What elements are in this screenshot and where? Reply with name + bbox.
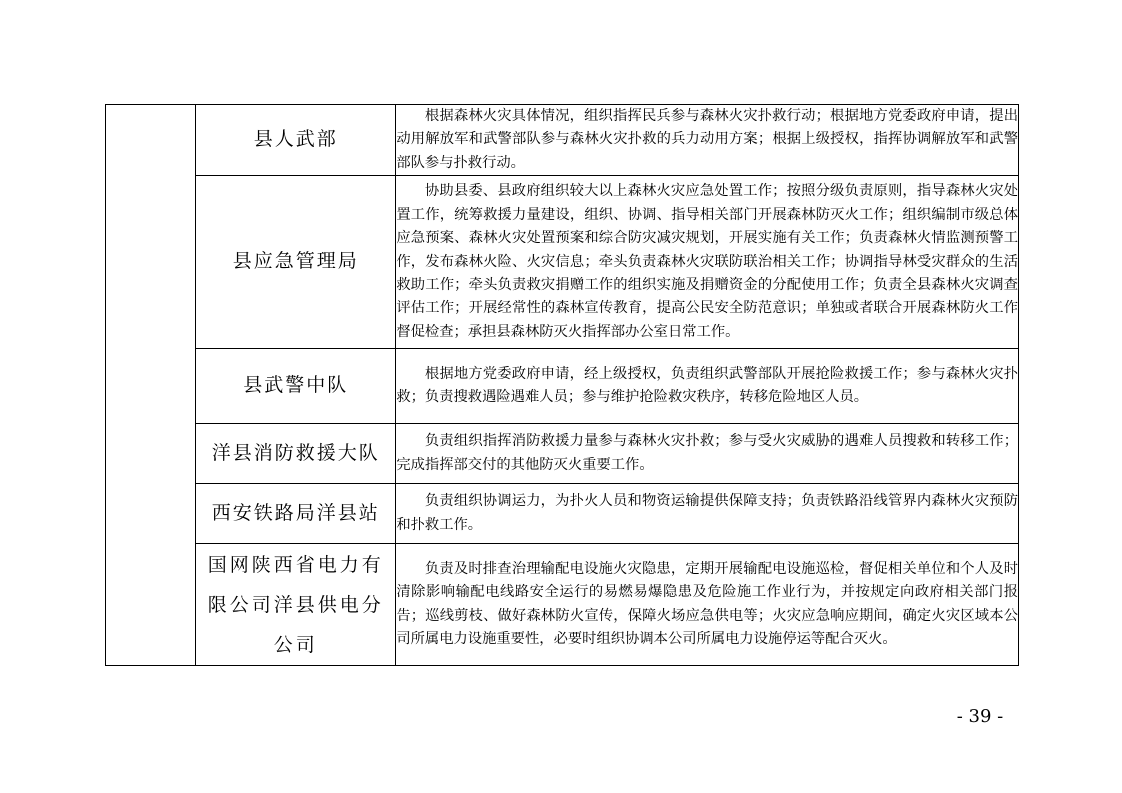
table-row: [106, 349, 1019, 424]
duty-text: 负责组织协调运力，为扑火人员和物资运输提供保障支持；负责铁路沿线管界内森林火灾预防和扑救工作。: [396, 493, 1018, 533]
department-cell: 县应急管理局: [196, 176, 396, 349]
table-row: [106, 424, 1019, 484]
duty-cell: [396, 424, 1019, 484]
department-cell: 国网陕西省电力有限公司洋县供电分公司: [196, 544, 396, 666]
department-cell: 西安铁路局洋县站: [196, 484, 396, 544]
table-row: [106, 176, 1019, 349]
table-row: [106, 484, 1019, 544]
department-cell: 县武警中队: [196, 349, 396, 424]
duty-cell: [396, 105, 1019, 176]
table-row: [106, 544, 1019, 666]
duty-cell: [396, 544, 1019, 666]
table-row: [106, 105, 1019, 176]
duty-table: [105, 104, 1019, 666]
duty-cell: [396, 176, 1019, 349]
department-cell: 县人武部: [196, 105, 396, 176]
duty-text: 负责组织指挥消防救援力量参与森林火灾扑救；参与受火灾威胁的遇难人员搜救和转移工作；完成指挥部交付的其他防灭火重要工作。: [396, 433, 1018, 473]
duty-cell: [396, 484, 1019, 544]
duty-cell: [396, 349, 1019, 424]
department-cell: 洋县消防救援大队: [196, 424, 396, 484]
duty-text: 负责及时排查治理输配电设施火灾隐患，定期开展输配电设施巡检，督促相关单位和个人及时清除影响输配电线路安全运行的易燃易爆隐患及危险施工作业行为，并按规定向政府相关部门报告；巡线剪枝、做好森林防火宣传，保障火场应急供电等；火灾应急响应期间，确定火灾区域本公司所属电力设施重要性，必要时组织协调本公司所属电力设施停运等配合灭火。: [396, 560, 1018, 648]
duty-text: 根据森林火灾具体情况，组织指挥民兵参与森林火灾扑救行动；根据地方党委政府申请，提出动用解放军和武警部队参与森林火灾扑救的兵力动用方案；根据上级授权，指挥协调解放军和武警部队参与扑救行动。: [396, 108, 1018, 171]
page-number: - 39 -: [956, 706, 1004, 727]
duty-text: 协助县委、县政府组织较大以上森林火灾应急处置工作；按照分级负责原则，指导森林火灾处置工作，统筹救援力量建设，组织、协调、指导相关部门开展森林防灭火工作；组织编制市级总体应急预案、森林火灾处置预案和综合防灾减灾规划，开展实施有关工作；负责森林火情监测预警工作，发布森林火险、火灾信息；牵头负责森林火灾联防联治相关工作；协调指导林受灾群众的生活救助工作；牵头负责救灾捐赠工作的组织实施及捐赠资金的分配使用工作；负责全县森林火灾调查评估工作；开展经常性的森林宣传教育，提高公民安全防范意识；单独或者联合开展森林防火工作督促检查；承担县森林防灭火指挥部办公室日常工作。: [396, 183, 1018, 340]
duty-text: 根据地方党委政府申请，经上级授权，负责组织武警部队开展抢险救援工作；参与森林火灾扑救；负责搜救遇险遇难人员；参与维护抢险救灾秩序，转移危险地区人员。: [396, 365, 1018, 406]
category-cell: [106, 105, 196, 666]
